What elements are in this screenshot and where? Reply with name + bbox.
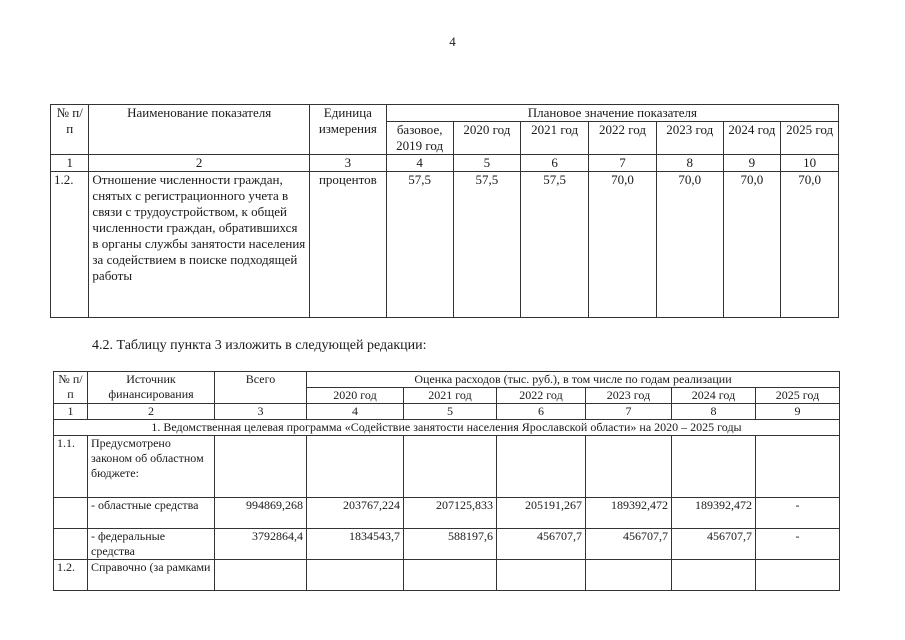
column-number: 5 (404, 404, 497, 420)
funding-source: Справочно (за рамками (88, 560, 215, 591)
column-number: 6 (521, 155, 589, 172)
header-estimate-group: Оценка расходов (тыс. руб.), в том числе по годам реализации (307, 372, 840, 388)
row-num: 1.2. (54, 560, 88, 591)
year-value: 189392,472 (586, 498, 672, 529)
plan-value: 57,5 (386, 172, 453, 318)
header-indicator-name: Наименование показателя (89, 105, 310, 155)
header-year: 2023 год (586, 388, 672, 404)
section-title: 1. Ведомственная целевая программа «Содействие занятости населения Ярославской области» на 2020 – 2025 годы (54, 420, 840, 436)
year-value: 456707,7 (586, 529, 672, 560)
year-value (497, 560, 586, 591)
year-value: 588197,6 (404, 529, 497, 560)
column-number: 9 (756, 404, 840, 420)
row-num (54, 498, 88, 529)
year-value: 456707,7 (672, 529, 756, 560)
column-number: 8 (656, 155, 723, 172)
indicator-name: Отношение численности граждан, снятых с регистрационного учета в связи с трудоустройством, к общей численности граждан, обратившихся в органы службы занятости населения за содействием в поиске подходящей работы (89, 172, 310, 318)
year-value (586, 560, 672, 591)
year-value: 207125,833 (404, 498, 497, 529)
column-number: 7 (589, 155, 657, 172)
column-number: 3 (309, 155, 386, 172)
table-row (54, 498, 840, 529)
year-value (672, 436, 756, 498)
page-number: 4 (449, 34, 456, 49)
column-number: 9 (723, 155, 781, 172)
funding-source: - областные средства (88, 498, 215, 529)
column-number: 1 (51, 155, 89, 172)
year-value (756, 560, 840, 591)
header-plan-group: Плановое значение показателя (386, 105, 838, 122)
year-value: - (756, 529, 840, 560)
year-value (307, 436, 404, 498)
year-value (586, 436, 672, 498)
header-year: 2021 год (521, 122, 589, 155)
year-value: 456707,7 (497, 529, 586, 560)
column-number: 7 (586, 404, 672, 420)
column-number-row (51, 155, 839, 172)
funding-source: - федеральные средства (88, 529, 215, 560)
header-year: 2023 год (656, 122, 723, 155)
header-funding-source: Источник финансирования (88, 372, 215, 404)
header-year: 2020 год (453, 122, 521, 155)
column-number-row (54, 404, 840, 420)
year-value: 189392,472 (672, 498, 756, 529)
column-number: 4 (307, 404, 404, 420)
header-year: 2022 год (589, 122, 657, 155)
column-number: 8 (672, 404, 756, 420)
column-number: 4 (386, 155, 453, 172)
column-number: 6 (497, 404, 586, 420)
header-total: Всего (215, 372, 307, 404)
table-row (54, 436, 840, 498)
year-value (404, 436, 497, 498)
table-row (54, 560, 840, 591)
header-year: 2020 год (307, 388, 404, 404)
year-value: 203767,224 (307, 498, 404, 529)
column-number: 3 (215, 404, 307, 420)
column-number: 10 (781, 155, 839, 172)
funding-source: Предусмотрено законом об областном бюджете: (88, 436, 215, 498)
table-row (54, 529, 840, 560)
year-value (307, 560, 404, 591)
plan-value: 57,5 (453, 172, 521, 318)
unit-value: процентов (309, 172, 386, 318)
year-value (497, 436, 586, 498)
plan-value: 70,0 (723, 172, 781, 318)
table-row (51, 172, 839, 318)
plan-value: 70,0 (781, 172, 839, 318)
year-value: - (756, 498, 840, 529)
year-value: 205191,267 (497, 498, 586, 529)
column-number: 2 (88, 404, 215, 420)
column-number: 2 (89, 155, 310, 172)
plan-value: 70,0 (656, 172, 723, 318)
year-value (672, 560, 756, 591)
header-year: 2024 год (672, 388, 756, 404)
row-num: 1.2. (51, 172, 89, 318)
total-value: 994869,268 (215, 498, 307, 529)
year-value (756, 436, 840, 498)
header-year: базовое, 2019 год (386, 122, 453, 155)
expenses-table (53, 371, 840, 591)
column-number: 5 (453, 155, 521, 172)
header-unit: Единица измерения (309, 105, 386, 155)
plan-value: 57,5 (521, 172, 589, 318)
total-value: 3792864,4 (215, 529, 307, 560)
header-num: № п/п (54, 372, 88, 404)
year-value: 1834543,7 (307, 529, 404, 560)
header-year: 2025 год (781, 122, 839, 155)
paragraph-text: 4.2. Таблицу пункта 3 изложить в следующей редакции: (92, 338, 427, 353)
header-year: 2022 год (497, 388, 586, 404)
row-num: 1.1. (54, 436, 88, 498)
header-year: 2021 год (404, 388, 497, 404)
row-num (54, 529, 88, 560)
total-value (215, 560, 307, 591)
indicator-table (50, 104, 839, 318)
header-year: 2024 год (723, 122, 781, 155)
column-number: 1 (54, 404, 88, 420)
header-num: № п/п (51, 105, 89, 155)
total-value (215, 436, 307, 498)
header-year: 2025 год (756, 388, 840, 404)
plan-value: 70,0 (589, 172, 657, 318)
year-value (404, 560, 497, 591)
